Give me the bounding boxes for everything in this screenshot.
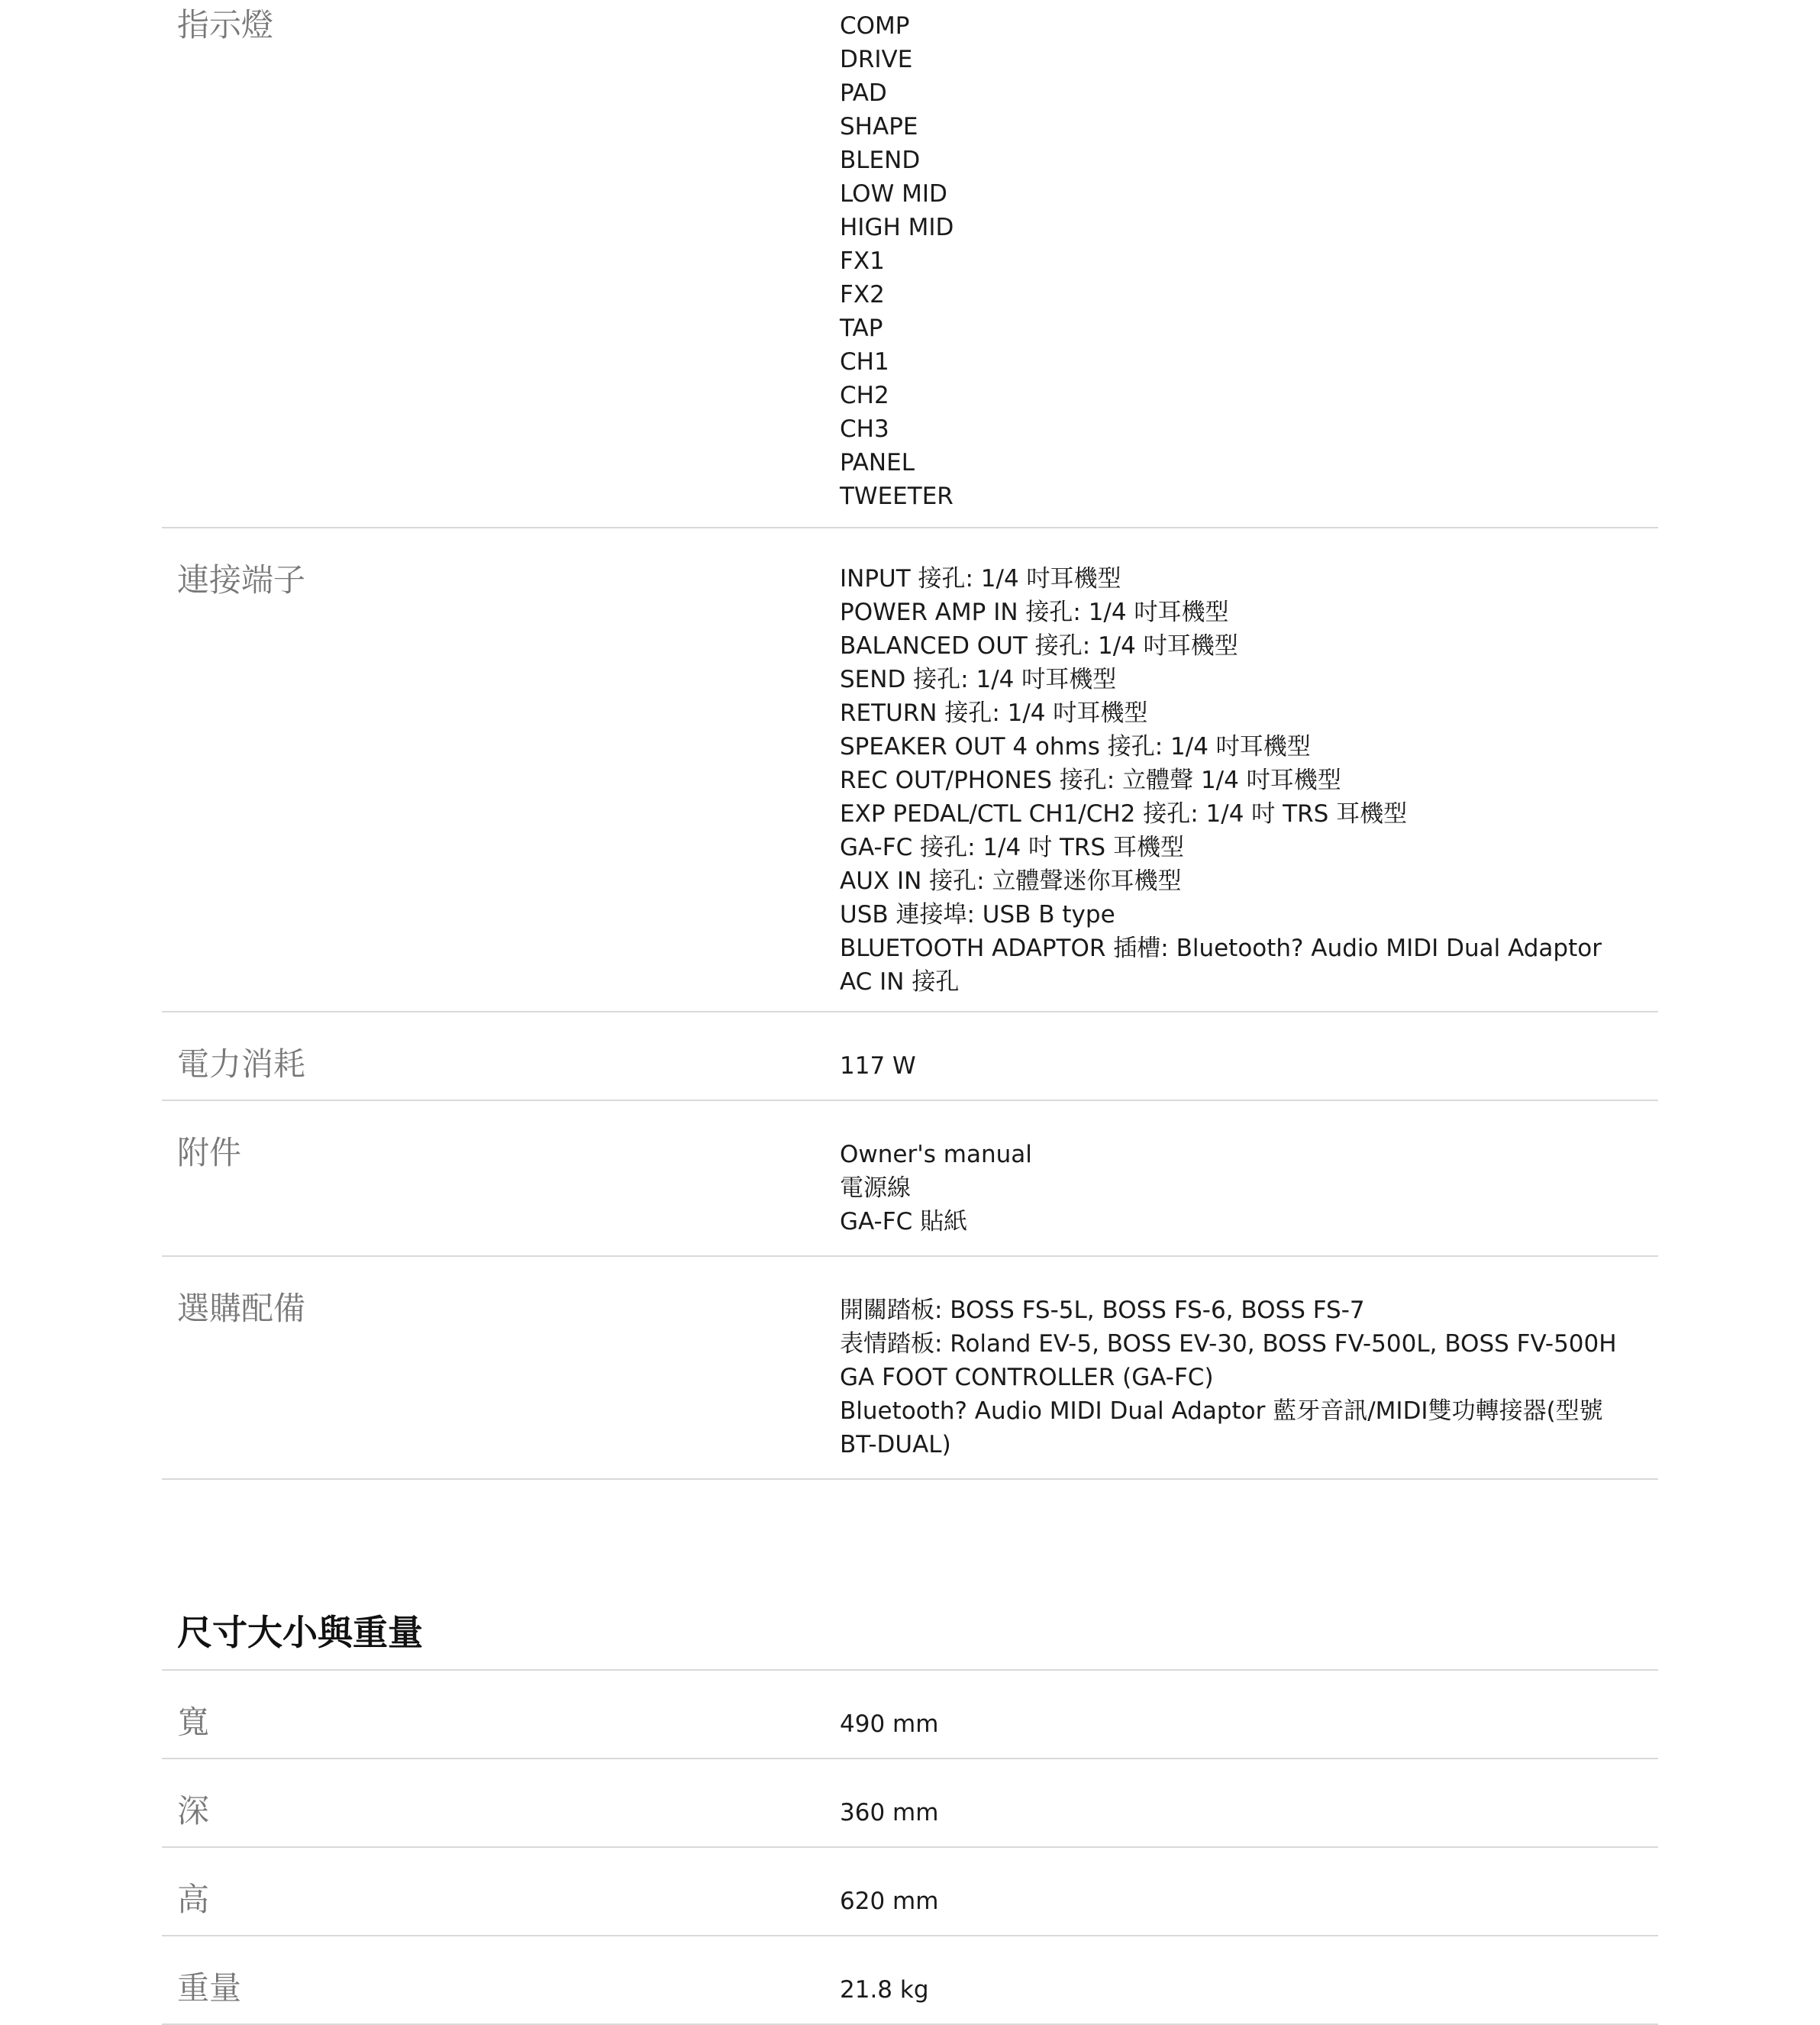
spec-value: AUX IN 接孔: 立體聲迷你耳機型 (840, 867, 1182, 895)
spec-values (840, 528, 1658, 1011)
spec-value: AC IN 接孔 (840, 968, 960, 996)
spec-value: 開關踏板: BOSS FS-5L, BOSS FS-6, BOSS FS-7 (840, 1297, 1365, 1324)
spec-value: PAD (840, 79, 887, 107)
spec-value: LOW MID (840, 180, 947, 208)
spec-values (840, 0, 1658, 527)
spec-value: Owner's manual (840, 1141, 1032, 1168)
spec-value: PANEL (840, 449, 915, 476)
spec-value: BALANCED OUT 接孔: 1/4 吋耳機型 (840, 632, 1238, 660)
spec-value: REC OUT/PHONES 接孔: 立體聲 1/4 吋耳機型 (840, 767, 1341, 794)
spec-value: 620 mm (840, 1888, 939, 1915)
spec-row-weight (162, 1936, 1658, 2025)
spec-label: 選購配備 (177, 1290, 306, 1327)
spec-values (840, 1936, 1658, 2023)
spec-row-connectors (162, 528, 1658, 1012)
spec-row-depth (162, 1759, 1658, 1848)
spec-value: BLUETOOTH ADAPTOR 插槽: Bluetooth? Audio MIDI Dual Adaptor (840, 935, 1602, 962)
spec-value: GA FOOT CONTROLLER (GA-FC) (840, 1364, 1214, 1391)
section-gap (162, 1480, 1658, 1610)
spec-values (840, 1012, 1658, 1100)
spec-value: TAP (840, 315, 883, 342)
spec-value: TWEETER (840, 483, 954, 510)
spec-label: 寬 (177, 1704, 210, 1741)
spec-row-height (162, 1848, 1658, 1936)
spec-value: COMP (840, 12, 910, 40)
spec-value: 490 mm (840, 1710, 939, 1738)
spec-value: CH2 (840, 382, 889, 409)
spec-value: DRIVE (840, 46, 913, 73)
spec-row-power (162, 1012, 1658, 1101)
spec-value: 360 mm (840, 1799, 939, 1826)
spec-value: FX1 (840, 247, 885, 275)
spec-value: SHAPE (840, 113, 918, 140)
spec-row-width (162, 1671, 1658, 1759)
spec-value: Bluetooth? Audio MIDI Dual Adaptor 藍牙音訊/MIDI雙功轉接器(型號 BT-DUAL) (840, 1397, 1603, 1458)
spec-page (162, 0, 1658, 2025)
spec-values (840, 1257, 1658, 1478)
spec-value: USB 連接埠: USB B type (840, 901, 1115, 929)
spec-label: 指示燈 (177, 6, 274, 44)
spec-values (840, 1848, 1658, 1935)
spec-label: 電力消耗 (177, 1045, 306, 1083)
spec-value: RETURN 接孔: 1/4 吋耳機型 (840, 699, 1148, 727)
spec-values (840, 1101, 1658, 1255)
spec-value: INPUT 接孔: 1/4 吋耳機型 (840, 565, 1121, 593)
spec-value: CH1 (840, 348, 889, 376)
spec-value: BLEND (840, 147, 921, 174)
spec-value: 117 W (840, 1052, 916, 1080)
spec-values (840, 1759, 1658, 1846)
spec-value: GA-FC 貼紙 (840, 1208, 968, 1235)
spec-row-indicator (162, 0, 1658, 528)
spec-value: 21.8 kg (840, 1976, 929, 2004)
section-heading-dimensions: 尺寸大小與重量 (162, 1610, 1658, 1671)
spec-label: 重量 (177, 1969, 242, 2007)
spec-values (840, 1671, 1658, 1758)
spec-value: POWER AMP IN 接孔: 1/4 吋耳機型 (840, 599, 1229, 626)
spec-value: 電源線 (840, 1174, 911, 1202)
spec-value: SEND 接孔: 1/4 吋耳機型 (840, 666, 1117, 693)
spec-value: 表情踏板: Roland EV-5, BOSS EV-30, BOSS FV-500L, BOSS FV-500H (840, 1330, 1617, 1358)
spec-label: 連接端子 (177, 561, 306, 599)
spec-label: 附件 (177, 1134, 242, 1171)
spec-value: HIGH MID (840, 214, 954, 241)
spec-label: 深 (177, 1792, 210, 1830)
spec-value: CH3 (840, 415, 889, 443)
spec-row-options (162, 1257, 1658, 1480)
spec-row-accessories (162, 1101, 1658, 1257)
spec-value: SPEAKER OUT 4 ohms 接孔: 1/4 吋耳機型 (840, 733, 1311, 761)
spec-label: 高 (177, 1881, 210, 1918)
spec-value: EXP PEDAL/CTL CH1/CH2 接孔: 1/4 吋 TRS 耳機型 (840, 800, 1408, 828)
spec-value: GA-FC 接孔: 1/4 吋 TRS 耳機型 (840, 834, 1184, 861)
spec-value: FX2 (840, 281, 885, 308)
